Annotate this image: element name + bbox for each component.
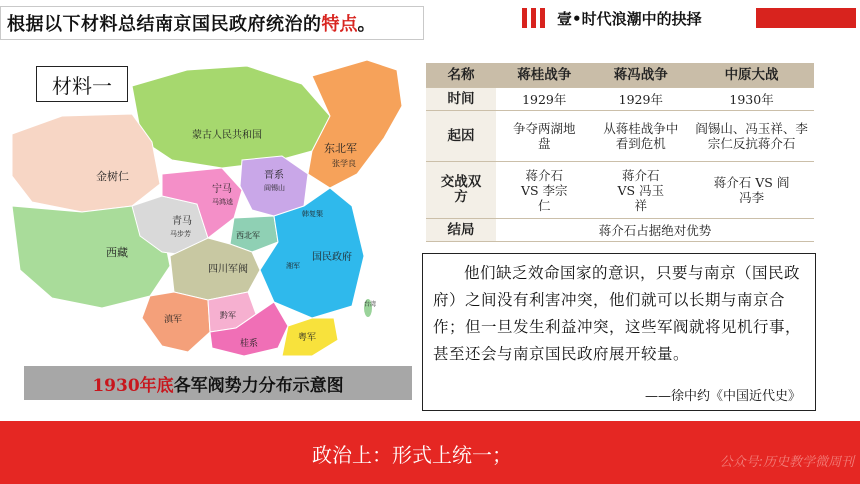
table-row (426, 111, 814, 162)
table-cell: 蒋介石占据绝对优势 (496, 219, 814, 242)
table-header-cell: 名称 (426, 63, 496, 88)
table-cell: 从蒋桂战争中看到危机 (592, 111, 689, 162)
label-hunan: 湘军 (286, 262, 300, 270)
label-ningma-sub: 马鸿逵 (212, 198, 233, 206)
section-bars-icon (522, 8, 545, 28)
label-sichuan: 四川军阀 (208, 264, 248, 275)
table-cell: 蒋介石 VS 阎冯李 (689, 162, 814, 219)
label-guominjun: 西北军 (236, 231, 260, 240)
table-header-cell: 蒋桂战争 (496, 63, 592, 88)
label-nanjing: 国民政府 (312, 252, 352, 263)
table-cell: 蒋介石 VS 李宗仁 (496, 162, 592, 219)
question-box (0, 6, 424, 40)
table-cell: 1930年 (689, 88, 814, 111)
label-qinghai: 青马 (172, 216, 192, 227)
quote-source: ——徐中约《中国近代史》 (644, 389, 801, 404)
table-cell: 1929年 (592, 88, 689, 111)
question-text: 根据以下材料总结南京国民政府统治的 (7, 14, 322, 35)
table-cell: 阎锡山、冯玉祥、李宗仁反抗蒋介石 (689, 111, 814, 162)
label-yunnan: 滇军 (164, 315, 183, 325)
row-label: 交战双方 (426, 162, 496, 219)
table-row (426, 219, 814, 242)
caption-year: 1930年底 (92, 375, 174, 396)
label-ningma: 宁马 (212, 184, 232, 195)
label-dongbei: 东北军 (324, 142, 357, 155)
table-cell: 1929年 (496, 88, 592, 111)
material-label: 材料一 (36, 66, 128, 102)
quote-box (422, 253, 816, 411)
row-label: 起因 (426, 111, 496, 162)
label-guangxi: 桂系 (240, 339, 259, 349)
label-jin-sub: 阎锡山 (264, 184, 285, 192)
question-highlight: 特点 (321, 14, 358, 35)
wars-table (426, 63, 814, 242)
label-jin: 晋系 (264, 170, 284, 181)
row-label: 时间 (426, 88, 496, 111)
caption-text: 各军阀势力分布示意图 (173, 375, 344, 396)
label-xinjiang: 金树仁 (96, 170, 129, 183)
watermark: 公众号:历史教学微周刊 (719, 455, 854, 470)
answer-banner (0, 421, 860, 484)
warlord-map (12, 56, 412, 408)
row-label: 结局 (426, 219, 496, 242)
label-dongbei-sub: 张学良 (332, 159, 356, 168)
section-decor-bar (756, 8, 856, 28)
answer-text: 政治上：形式上统一； (312, 443, 512, 467)
label-guangdong: 粤军 (298, 333, 317, 343)
quote-text: 他们缺乏效命国家的意识，只要与南京（国民政府）之间没有利害冲突，他们就可以长期与南京合作；但一旦发生利益冲突，这些军阀就将见机行事，甚至还会与南京国民政府展开较量。 (433, 264, 802, 363)
table-cell: 蒋介石 VS 冯玉祥 (592, 162, 689, 219)
label-tibet: 西藏 (106, 246, 128, 259)
label-shandong: 韩复榘 (302, 210, 323, 218)
table-row (426, 162, 814, 219)
label-guizhou: 黔军 (220, 311, 236, 320)
map-caption (24, 366, 412, 400)
table-header-cell: 中原大战 (689, 63, 814, 88)
map-labels (12, 56, 412, 408)
table-header-cell: 蒋冯战争 (592, 63, 689, 88)
question-end: 。 (357, 14, 376, 35)
table-header-row (426, 63, 814, 88)
table-cell: 争夺两湖地盘 (496, 111, 592, 162)
label-mongolia: 蒙古人民共和国 (192, 130, 262, 141)
label-qinghai-sub: 马步芳 (170, 230, 191, 238)
label-taiwan: 台湾 (364, 301, 377, 308)
section-title: 壹•时代浪潮中的抉择 (557, 10, 702, 28)
table-row (426, 88, 814, 111)
